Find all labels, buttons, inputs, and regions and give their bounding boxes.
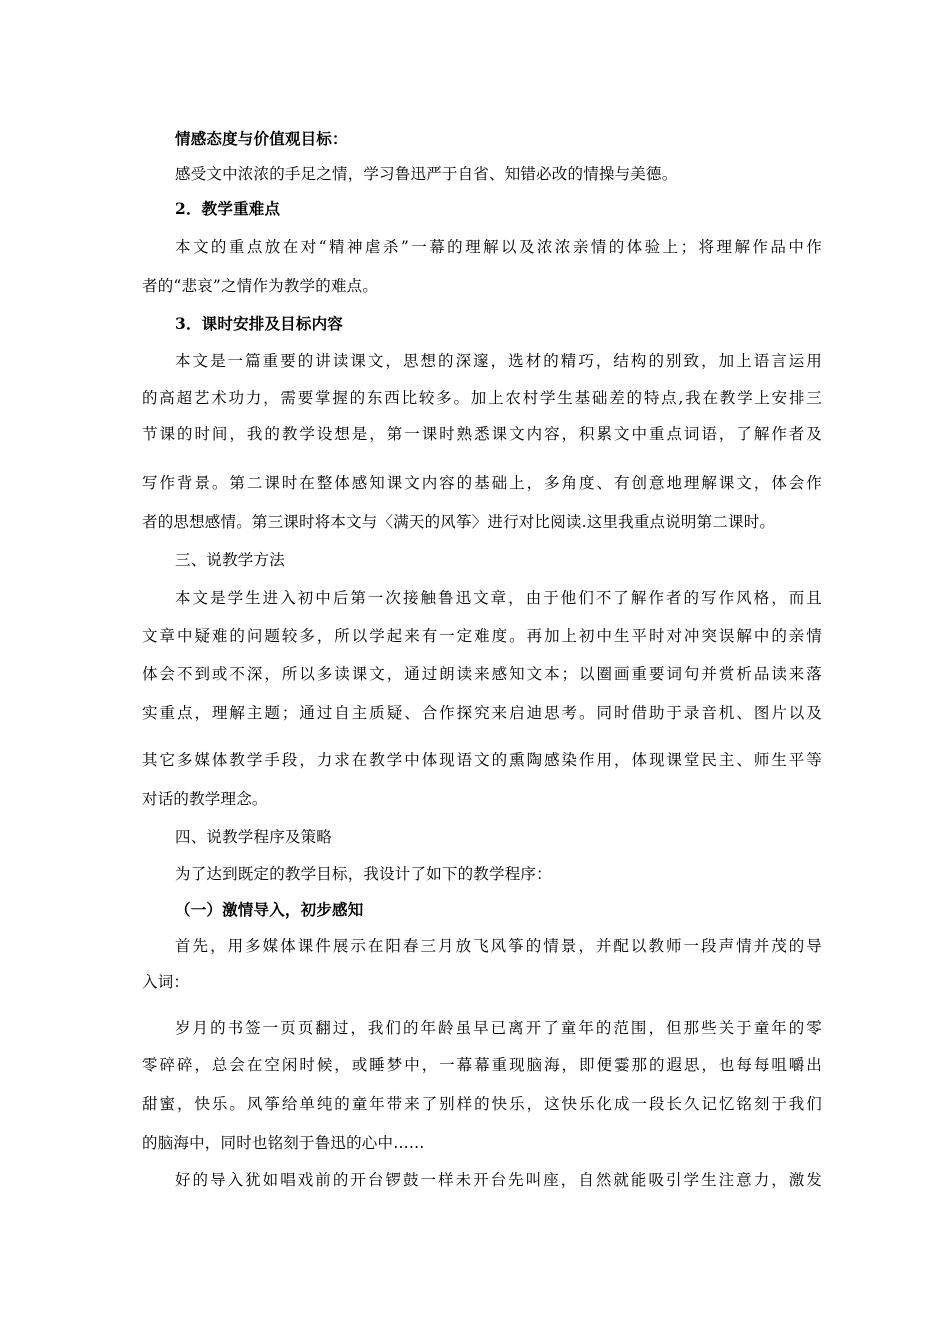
paragraph-line: 本文是学生进入初中后第一次接触鲁迅文章，由于他们不了解作者的写作风格，而且 xyxy=(175,589,822,607)
paragraph-line: 者的思想感情。第三课时将本文与〈满天的风筝〉进行对比阅读.这里我重点说明第二课时。 xyxy=(142,513,776,531)
paragraph-line: 为了达到既定的教学目标，我设计了如下的教学程序： xyxy=(175,865,552,883)
paragraph-line: 的脑海中，同时也铭刻于鲁迅的心中…… xyxy=(142,1134,425,1152)
heading-teaching-methods: 三、说教学方法 xyxy=(175,551,285,569)
paragraph-line: 甜蜜，快乐。风筝给单纯的童年带来了别样的快乐，这快乐化成一段长久记忆铭刻于我们 xyxy=(142,1095,822,1113)
paragraph-line: 写作背景。第二课时在整体感知课文内容的基础上，多角度、有创意地理解课文，体会作 xyxy=(142,474,822,492)
paragraph-line: 对话的教学理念。 xyxy=(142,790,268,808)
paragraph-line: 的高超艺术功力，需要掌握的东西比较多。加上农村学生基础差的特点,我在教学上安排三 xyxy=(142,389,822,407)
paragraph-line: 体会不到或不深，所以多读课文，通过朗读来感知文本；以圈画重要词句并赏析品读来落 xyxy=(142,665,822,683)
paragraph-line: 者的“悲哀”之情作为教学的难点。 xyxy=(142,277,379,295)
paragraph-line: 首先，用多媒体课件展示在阳春三月放飞风筝的情景，并配以教师一段声情并茂的导 xyxy=(175,937,822,955)
paragraph-line: 好的导入犹如唱戏前的开台锣鼓一样未开台先叫座，自然就能吸引学生注意力，激发 xyxy=(175,1171,822,1189)
heading-key-difficult-points: 2．教学重难点 xyxy=(175,199,281,218)
paragraph-line: 实重点，理解主题；通过自主质疑、合作探究来启迪思考。同时借助于录音机、图片以及 xyxy=(142,704,822,722)
paragraph-line: 本文是一篇重要的讲读课文，思想的深邃，选材的精巧，结构的别致，加上语言运用 xyxy=(175,352,822,370)
heading-passionate-introduction: （一）激情导入，初步感知 xyxy=(175,900,364,919)
heading-emotion-goal: 情感态度与价值观目标： xyxy=(175,129,348,148)
heading-teaching-procedure: 四、说教学程序及策略 xyxy=(175,828,333,846)
paragraph-line: 节课的时间，我的教学设想是，第一课时熟悉课文内容，积累文中重点词语，了解作者及 xyxy=(142,425,822,443)
paragraph-line: 其它多媒体教学手段，力求在教学中体现语文的熏陶感染作用，体现课堂民主、师生平等 xyxy=(142,751,822,769)
paragraph-line: 岁月的书签一页页翻过，我们的年龄虽早已离开了童年的范围，但那些关于童年的零 xyxy=(175,1019,822,1037)
paragraph-line: 文章中疑难的问题较多，所以学起来有一定难度。再加上初中生平时对冲突误解中的亲情 xyxy=(142,627,822,645)
paragraph-line: 本文的重点放在对“精神虐杀”一幕的理解以及浓浓亲情的体验上；将理解作品中作 xyxy=(175,238,822,256)
paragraph-line: 入词： xyxy=(142,973,190,991)
heading-schedule: 3．课时安排及目标内容 xyxy=(175,314,343,333)
paragraph-line: 零碎碎，总会在空闲时候，或睡梦中，一幕幕重现脑海，即便霎那的遐思，也每每咀嚼出 xyxy=(142,1056,822,1074)
paragraph-line: 感受文中浓浓的手足之情，学习鲁迅严于自省、知错必改的情操与美德。 xyxy=(175,165,678,183)
